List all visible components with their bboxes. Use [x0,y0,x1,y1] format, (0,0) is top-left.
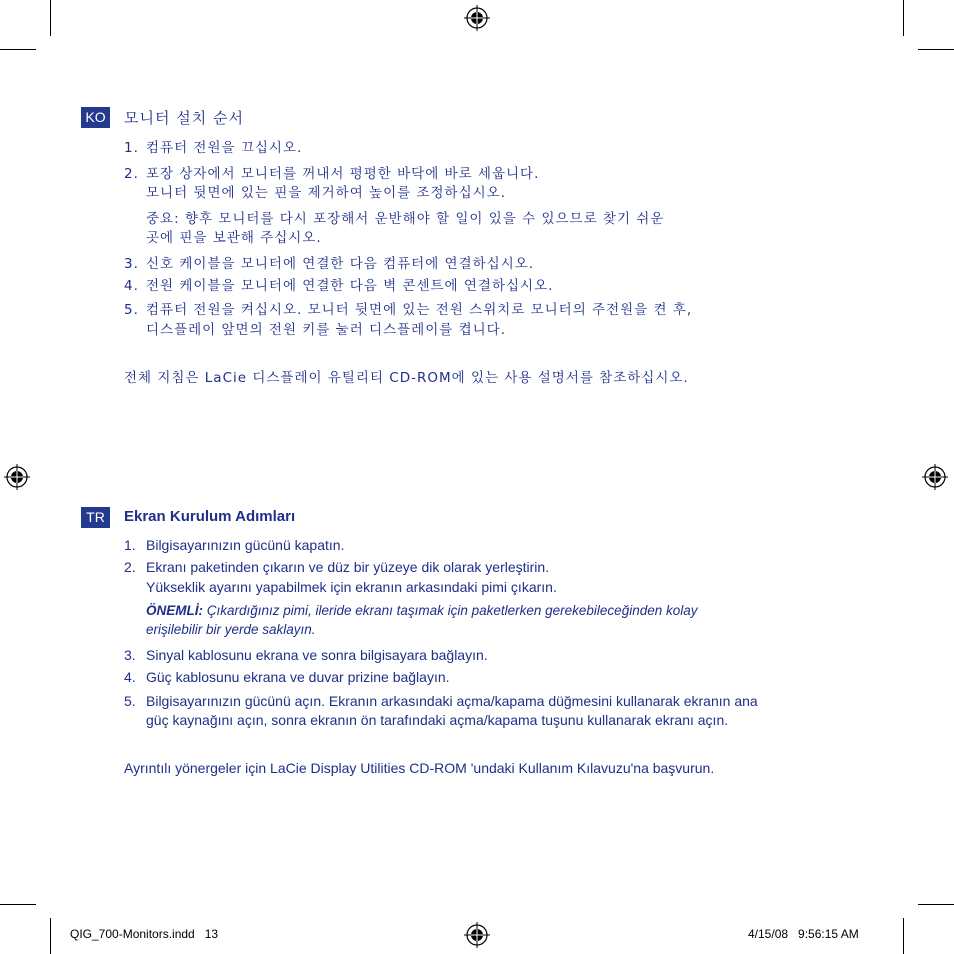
step-1 [124,136,302,156]
step-number: 1. [124,140,139,156]
crop-mark [0,904,36,905]
step-number: 5. [124,302,139,318]
important-label: ÖNEMLİ: [146,603,203,618]
crop-mark [903,0,904,36]
step-number: 2. [124,559,136,575]
step-text-continued: güç kaynağını açın, sonra ekranın ön tarafındaki açma/kapama tuşunu kullanarak ekranı açın. [146,712,729,728]
step-2 [124,162,539,182]
crop-mark [50,0,51,36]
step-text-continued: Yükseklik ayarını yapabilmek için ekranın arkasındaki pimi çıkarın. [146,579,557,595]
step-4 [124,274,553,294]
step-3 [124,647,488,663]
step-number: 1. [124,537,136,553]
step-number: 4. [124,669,136,685]
footnote-tr: Ayrıntılı yönergeler için LaCie Display Utilities CD-ROM 'undaki Kullanım Kılavuzu'na başvurun. [124,760,715,776]
footnote-ko: 전체 지침은 LaCie 디스플레이 유틸리티 CD-ROM에 있는 사용 설명서를 참조하십시오. [124,370,689,386]
important-text: Çıkardığınız pimi, ileride ekranı taşımak için paketlerken gerekebileceğinden kolay [203,603,698,618]
step-text: 컴퓨터 전원을 켜십시오. 모니터 뒷면에 있는 전원 스위치로 모니터의 주전원을 켠 후, [146,302,693,318]
language-tag-tr: TR [81,507,110,528]
step-text: Sinyal kablosunu ekrana ve sonra bilgisayara bağlayın. [146,647,488,663]
important-note-continued: 곳에 핀을 보관해 주십시오. [146,230,322,246]
step-text-continued: 모니터 뒷면에 있는 핀을 제거하여 높이를 조정하십시오. [146,185,506,201]
step-1 [124,537,344,553]
crop-mark [903,918,904,954]
step-number: 5. [124,693,136,709]
step-3 [124,252,534,272]
crop-mark [0,49,36,50]
registration-mark-icon [922,464,948,490]
step-text: 전원 케이블을 모니터에 연결한 다음 벽 콘센트에 연결하십시오. [146,278,554,294]
step-5 [124,298,692,318]
important-note [146,603,698,618]
step-2 [124,559,549,575]
step-number: 3. [124,647,136,663]
step-text: Güç kablosunu ekrana ve duvar prizine bağlayın. [146,669,450,685]
registration-mark-icon [4,464,30,490]
important-note-continued: erişilebilir bir yerde saklayın. [146,622,316,637]
language-tag-ko: KO [81,107,110,128]
step-text: Bilgisayarınızın gücünü açın. Ekranın arkasındaki açma/kapama düğmesini kullanarak ekranın ana [146,693,758,709]
step-number: 4. [124,278,139,294]
step-text: Bilgisayarınızın gücünü kapatın. [146,537,345,553]
crop-mark [50,918,51,954]
crop-mark [918,904,954,905]
step-number: 2. [124,166,139,182]
step-text: Ekranı paketinden çıkarın ve düz bir yüzeye dik olarak yerleştirin. [146,559,550,575]
registration-mark-icon [464,5,490,31]
step-text: 컴퓨터 전원을 끄십시오. [146,140,303,156]
step-5 [124,693,758,709]
registration-mark-icon [464,922,490,948]
step-text: 포장 상자에서 모니터를 꺼내서 평평한 바닥에 바로 세웁니다. [146,166,540,182]
crop-mark [918,49,954,50]
step-4 [124,669,450,685]
important-note: 중요: 향후 모니터를 다시 포장해서 운반해야 할 일이 있을 수 있으므로 찾기 쉬운 [146,211,665,227]
section-title-tr: Ekran Kurulum Adımları [124,508,296,525]
footer-timestamp: 4/15/08 9:56:15 AM [748,927,859,941]
footer-file-info: QIG_700-Monitors.indd 13 [70,927,219,941]
step-text: 신호 케이블을 모니터에 연결한 다음 컴퓨터에 연결하십시오. [146,256,535,272]
section-title-ko: 모니터 설치 순서 [124,109,244,127]
step-text-continued: 디스플레이 앞면의 전원 키를 눌러 디스플레이를 켭니다. [146,322,506,338]
step-number: 3. [124,256,139,272]
